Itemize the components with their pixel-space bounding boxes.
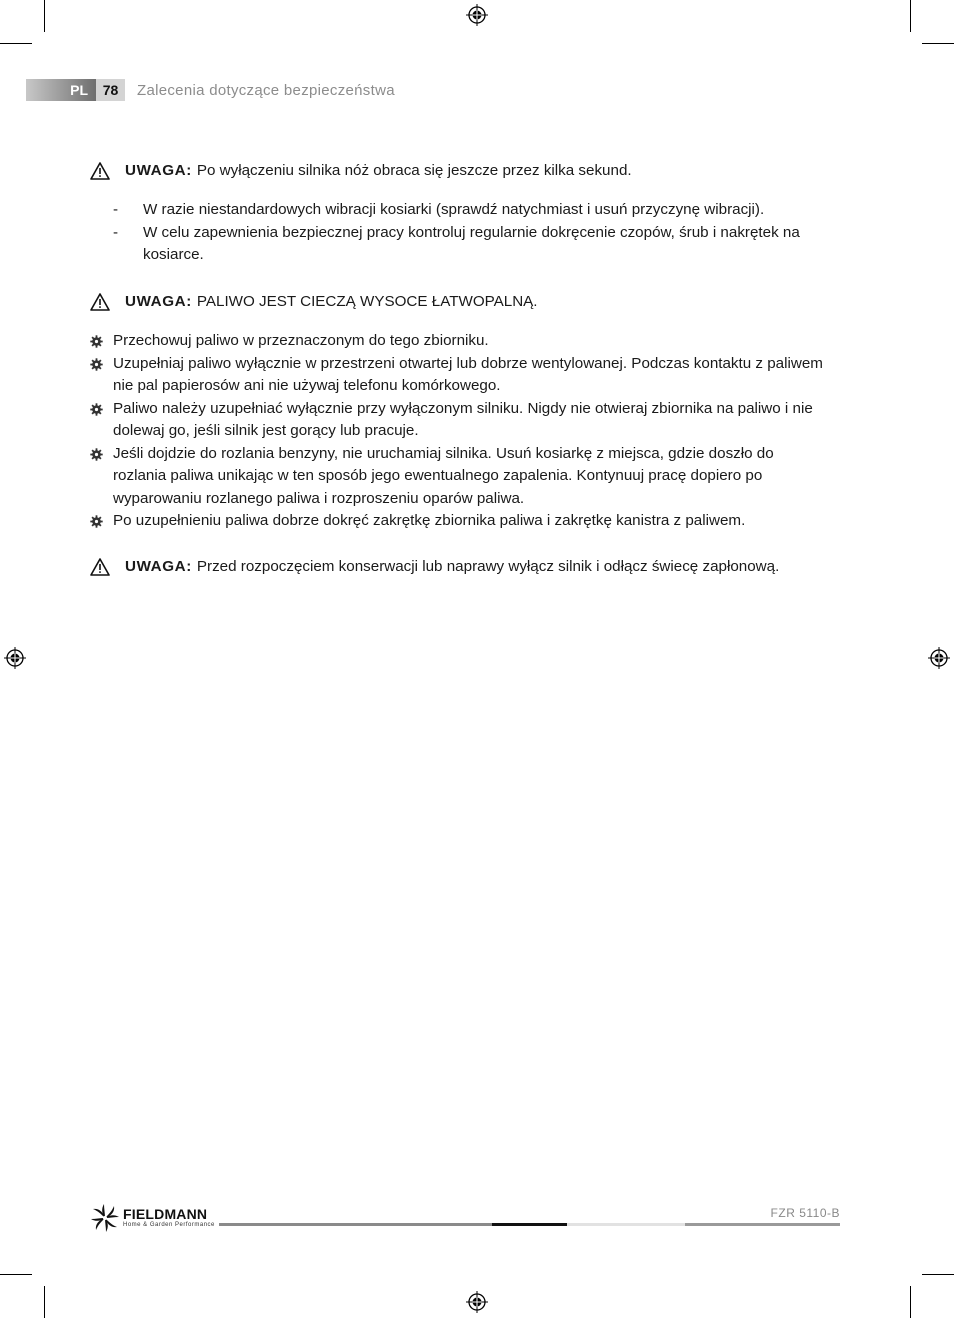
crop-mark bbox=[922, 1274, 954, 1275]
warning-note bbox=[90, 291, 538, 314]
list-item-text: Po uzupełnieniu paliwa dobrze dokręć zakrętkę zbiornika paliwa i zakrętkę kanistra z paliwem. bbox=[113, 512, 746, 529]
dash-marker: - bbox=[113, 223, 119, 241]
registration-mark-icon bbox=[4, 647, 26, 669]
registration-mark-icon bbox=[928, 647, 950, 669]
dash-list bbox=[113, 199, 813, 267]
list-item bbox=[90, 510, 830, 533]
section-title: Zalecenia dotyczące bezpieczeństwa bbox=[137, 82, 395, 99]
crop-mark bbox=[910, 1286, 911, 1318]
gear-bullet-icon bbox=[90, 403, 103, 416]
crop-mark bbox=[910, 0, 911, 32]
list-item-text: Uzupełniaj paliwo wyłącznie w przestrzeni otwartej lub dobrze wentylowanej. Podczas kontaktu z paliwem nie pal papierosów ani nie używaj telefonu komórkowego. bbox=[113, 354, 823, 394]
list-item-text: Jeśli dojdzie do rozlania benzyny, nie uruchamiaj silnika. Usuń kosiarkę z miejsca, gdzie doszło do rozlania paliwa unikając w ten sposób jego ewentualnego zapalenia. Kontynuuj pracę dopiero po wyparowaniu rozlanego paliwa i rozproszeniu oparów paliwa. bbox=[113, 444, 774, 507]
warning-label: UWAGA: bbox=[125, 558, 192, 575]
model-number: FZR 5110-B bbox=[770, 1206, 840, 1220]
footer-rule bbox=[685, 1223, 840, 1226]
footer-rule bbox=[492, 1223, 567, 1226]
brand-tagline: Home & Garden Performance bbox=[123, 1222, 215, 1228]
page-header bbox=[26, 79, 125, 101]
list-item bbox=[90, 398, 830, 443]
warning-triangle-icon bbox=[90, 558, 110, 576]
gear-bullet-icon bbox=[90, 335, 103, 348]
warning-text: Po wyłączeniu silnika nóż obraca się jeszcze przez kilka sekund. bbox=[196, 162, 632, 179]
crop-mark bbox=[44, 1286, 45, 1318]
registration-mark-icon bbox=[466, 4, 488, 26]
warning-label: UWAGA: bbox=[125, 162, 192, 179]
warning-text: PALIWO JEST CIECZĄ WYSOCE ŁATWOPALNĄ. bbox=[196, 293, 538, 310]
gear-bullet-icon bbox=[90, 358, 103, 371]
footer-rule bbox=[219, 1223, 492, 1226]
list-item-text: Przechowuj paliwo w przeznaczonym do tego zbiorniku. bbox=[113, 332, 489, 349]
brand-name: FIELDMANN bbox=[123, 1206, 208, 1222]
warning-text: Przed rozpoczęciem konserwacji lub naprawy wyłącz silnik i odłącz świecę zapłonową. bbox=[196, 558, 780, 575]
list-item bbox=[90, 443, 830, 511]
brand-logo bbox=[90, 1202, 220, 1234]
list-item bbox=[113, 199, 813, 222]
page-number: 78 bbox=[96, 79, 125, 101]
warning-note bbox=[90, 160, 632, 183]
crop-mark bbox=[922, 43, 954, 44]
footer-rule bbox=[567, 1223, 685, 1226]
list-item bbox=[113, 222, 813, 267]
warning-triangle-icon bbox=[90, 293, 110, 311]
registration-mark-icon bbox=[466, 1291, 488, 1313]
list-item-text: W razie niestandardowych wibracji kosiarki (sprawdź natychmiast i usuń przyczynę wibracji). bbox=[143, 201, 765, 218]
fieldmann-fan-logo-icon bbox=[90, 1203, 120, 1233]
language-tag: PL bbox=[26, 79, 96, 101]
list-item bbox=[90, 353, 830, 398]
list-item-text: Paliwo należy uzupełniać wyłącznie przy wyłączonym silniku. Nigdy nie otwieraj zbiornika na paliwo i nie dolewaj go, jeśli silnik jest gorący lub pracuje. bbox=[113, 399, 813, 439]
crop-mark bbox=[0, 1274, 32, 1275]
warning-triangle-icon bbox=[90, 162, 110, 180]
list-item-text: W celu zapewnienia bezpiecznej pracy kontroluj regularnie dokręcenie czopów, śrub i nakrętek na kosiarce. bbox=[143, 223, 800, 263]
bullet-list bbox=[90, 330, 830, 533]
gear-bullet-icon bbox=[90, 515, 103, 528]
warning-label: UWAGA: bbox=[125, 293, 192, 310]
dash-marker: - bbox=[113, 201, 119, 218]
warning-note bbox=[90, 556, 779, 579]
crop-mark bbox=[44, 0, 45, 32]
list-item bbox=[90, 330, 830, 353]
crop-mark bbox=[0, 43, 32, 44]
gear-bullet-icon bbox=[90, 448, 103, 461]
